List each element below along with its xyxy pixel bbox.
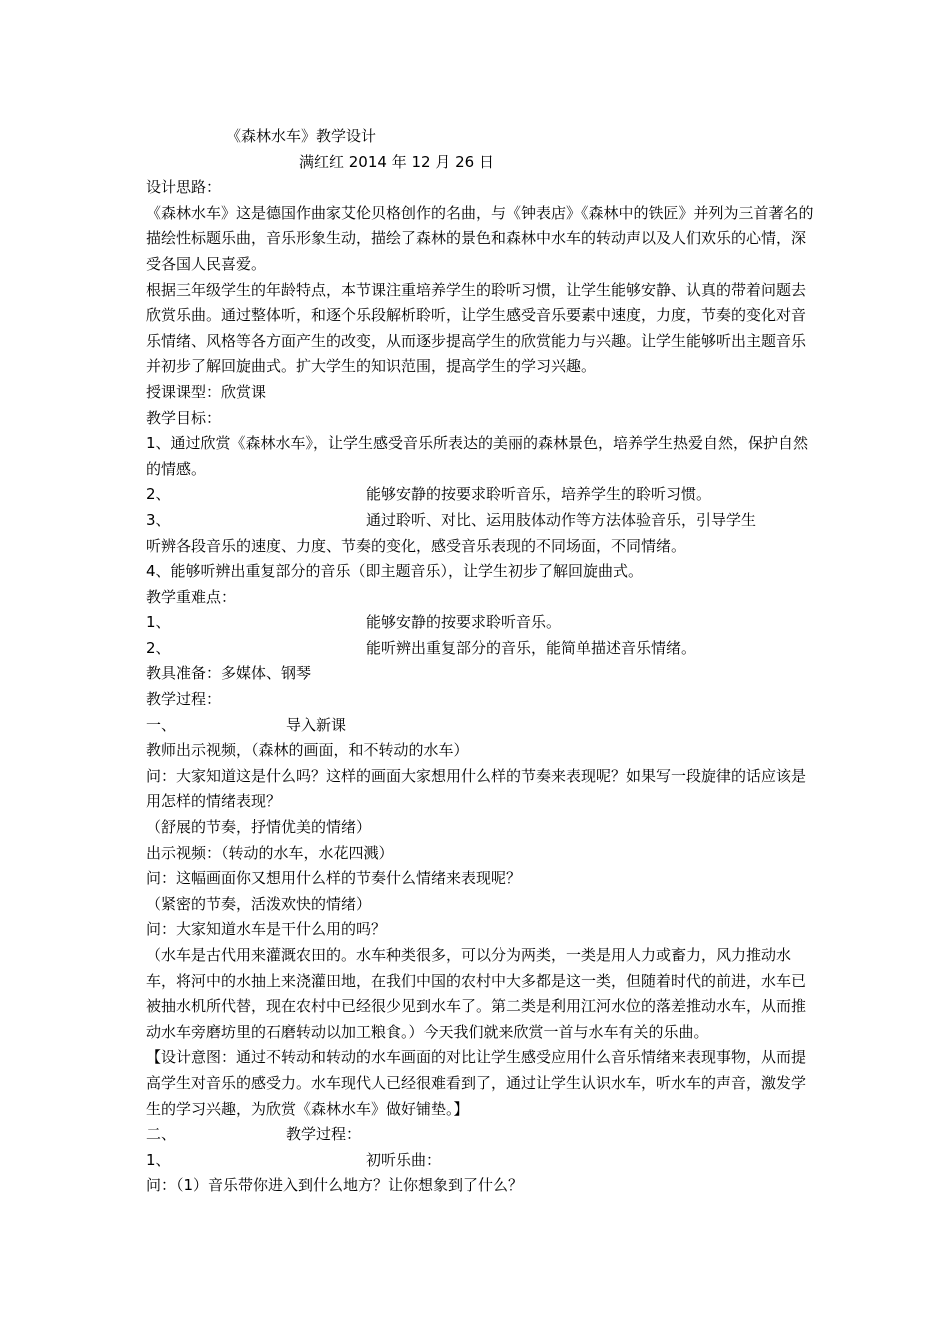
question-1: 问：大家知道这是什么吗？这样的画面大家想用什么样的节奏来表现呢？如果写一段旋律的话应该是用怎样的情绪表现？ — [146, 766, 807, 811]
goal-item-3-continued: 听辨各段音乐的速度、力度、节奏的变化，感受音乐表现的不同场面，不同情绪。 — [146, 536, 687, 555]
step-title: 导入新课 — [286, 715, 347, 734]
sub-step-title: 初听乐曲： — [366, 1150, 442, 1169]
paragraph-intro: 《森林水车》这是德国作曲家艾伦贝格创作的名曲，与《钟表店》《森林中的铁匠》并列为三首著名的描绘性标题乐曲，音乐形象生动，描绘了森林的景色和森林中水车的转动声以及人们欢乐的心情，深受各国人民喜爱。 — [146, 203, 814, 273]
question-3: 问：大家知道水车是干什么用的吗？ — [146, 920, 387, 939]
section-key-points-heading: 教学重难点： — [146, 587, 237, 606]
document-body — [146, 124, 818, 1199]
sub-step-1 — [146, 1148, 818, 1174]
goal-item-1: 1、通过欣赏《森林水车》，让学生感受音乐所表达的美丽的森林景色，培养学生热爱自然，保护自然的情感。 — [146, 434, 809, 478]
goal-item-2 — [146, 482, 818, 508]
section-design-heading: 设计思路： — [146, 178, 222, 197]
lesson-type: 授课课型：欣赏课 — [146, 382, 267, 401]
answer-3: （水车是古代用来灌溉农田的。水车种类很多，可以分为两类，一类是用人力或畜力，风力推动水车，将河中的水抽上来浇灌田地，在我们中国的农村中大多都是这一类，但随着时代的前进，水车已被抽水机所代替，现在农村中已经很少见到水车了。第二类是利用江河水位的落差推动水车，从而推动水车旁磨坊里的石磨转动以加工粮食。）今天我们就来欣赏一首与水车有关的乐曲。 — [146, 946, 807, 1041]
step-2-heading — [146, 1122, 818, 1148]
goal-item-3 — [146, 508, 818, 534]
author-date: 满红红 2014 年 12 月 26 日 — [299, 152, 494, 171]
design-intent: 【设计意图：通过不转动和转动的水车画面的对比让学生感受应用什么音乐情绪来表现事物，从而提高学生对音乐的感受力。水车现代人已经很难看到了，通过让学生认识水车，听水车的声音，激发学生的学习兴趣，为欣赏《森林水车》做好铺垫。】 — [146, 1048, 807, 1118]
answer-2: （紧密的节奏，活泼欢快的情绪） — [146, 894, 372, 913]
key-point-number: 1、 — [146, 613, 171, 632]
section-process-heading: 教学过程： — [146, 690, 222, 709]
step-title: 教学过程： — [286, 1125, 362, 1144]
goal-number: 3、 — [146, 510, 171, 529]
goal-text: 通过聆听、对比、运用肢体动作等方法体验音乐，引导学生 — [366, 510, 757, 529]
step-1-heading — [146, 713, 818, 739]
sub-step-number: 1、 — [146, 1150, 171, 1169]
process-line: 出示视频：（转动的水车，水花四溅） — [146, 843, 394, 862]
section-goals-heading: 教学目标： — [146, 408, 222, 427]
goal-text: 能够安静的按要求聆听音乐，培养学生的聆听习惯。 — [366, 485, 712, 504]
answer-1: （舒展的节奏，抒情优美的情绪） — [146, 818, 372, 837]
goal-item-4: 4、能够听辨出重复部分的音乐（即主题音乐），让学生初步了解回旋曲式。 — [146, 562, 644, 581]
question-4: 问：（1）音乐带你进入到什么地方？让你想象到了什么？ — [146, 1176, 524, 1195]
goal-number: 2、 — [146, 485, 171, 504]
step-number: 一、 — [146, 715, 177, 734]
key-point-1 — [146, 610, 818, 636]
teaching-tools: 教具准备：多媒体、钢琴 — [146, 664, 312, 683]
process-line: 教师出示视频，（森林的画面，和不转动的水车） — [146, 741, 469, 760]
key-point-text: 能听辨出重复部分的音乐，能简单描述音乐情绪。 — [366, 638, 697, 657]
step-number: 二、 — [146, 1125, 177, 1144]
key-point-2 — [146, 636, 818, 662]
paragraph-rationale: 根据三年级学生的年龄特点，本节课注重培养学生的聆听习惯，让学生能够安静、认真的带着问题去欣赏乐曲。通过整体听，和逐个乐段解析聆听，让学生感受音乐要素中速度，力度，节奏的变化对音乐情绪、风格等各方面产生的改变，从而逐步提高学生的欣赏能力与兴趣。让学生能够听出主题音乐并初步了解回旋曲式。扩大学生的知识范围，提高学生的学习兴趣。 — [146, 280, 807, 376]
key-point-text: 能够安静的按要求聆听音乐。 — [366, 613, 562, 632]
question-2: 问：这幅画面你又想用什么样的节奏什么情绪来表现呢？ — [146, 869, 522, 888]
document-title: 《森林水车》教学设计 — [226, 127, 377, 145]
key-point-number: 2、 — [146, 638, 171, 657]
